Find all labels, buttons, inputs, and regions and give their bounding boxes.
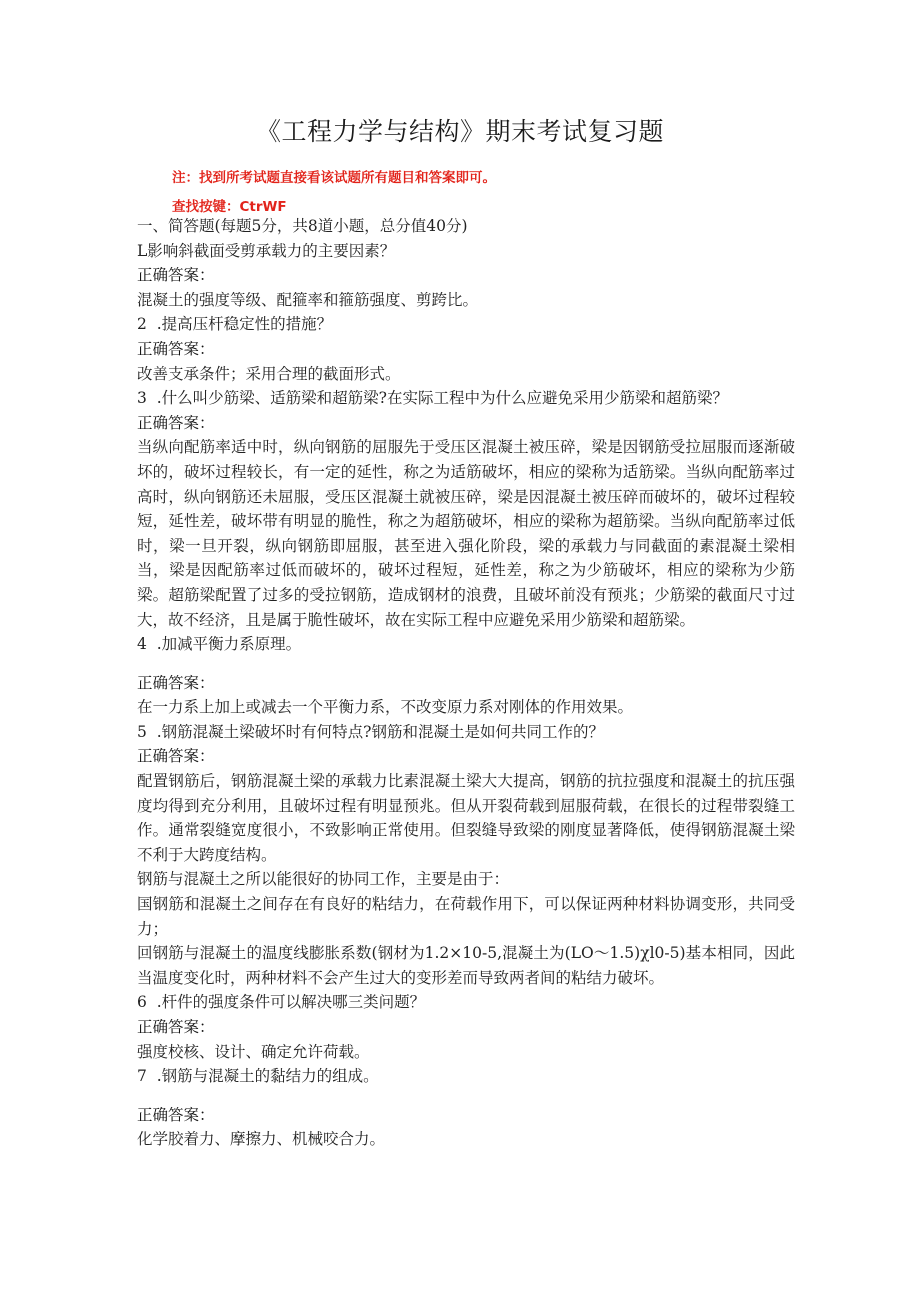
answer-label-3: 正确答案： [137, 413, 215, 432]
note-instruction: 注：找到所考试题直接看该试题所有题目和答案即可。 [172, 170, 496, 186]
answer-label-4: 正确答案： [137, 673, 215, 692]
question-6: 6 .杆件的强度条件可以解决哪三类问题？ [137, 993, 426, 1012]
answer-5-part4: 回钢筋与混凝土的温度线膨胀系数(钢材为1.2×10-5,混凝土为(LO～1.5)χl0-5)基本相同，因此当温度变化时，两种材料不会产生过大的变形差而导致两者间的粘结力破坏。 [137, 944, 795, 987]
answer-6: 强度校核、设计、确定允许荷载。 [137, 1042, 370, 1061]
section-header: 一、简答题(每题5分，共8道小题，总分值40分) [137, 217, 468, 235]
answer-label-5: 正确答案： [137, 747, 215, 766]
question-3: 3 .什么叫少筋梁、适筋梁和超筋梁?在实际工程中为什么应避免采用少筋梁和超筋梁？ [137, 389, 728, 408]
question-2: 2 .提高压杆稳定性的措施？ [137, 315, 333, 334]
answer-label-7: 正确答案： [137, 1105, 215, 1124]
question-7: 7 .钢筋与混凝土的黏结力的组成。 [137, 1067, 379, 1086]
answer-7: 化学胶着力、摩擦力、机械咬合力。 [137, 1130, 386, 1149]
question-5: 5 .钢筋混凝土梁破坏时有何特点?钢筋和混凝土是如何共同工作的？ [137, 722, 604, 741]
question-1: L影响斜截面受剪承载力的主要因素？ [137, 241, 396, 260]
answer-label-1: 正确答案： [137, 266, 215, 285]
answer-1: 混凝土的强度等级、配箍率和箍筋强度、剪跨比。 [137, 290, 479, 309]
answer-3: 当纵向配筋率适中时，纵向钢筋的屈服先于受压区混凝土被压碎，梁是因钢筋受拉屈服而逐渐破坏的，破坏过程较长，有一定的延性，称之为适筋破坏，相应的梁称为适筋梁。当纵向配筋率过高时，纵向钢筋还未屈服，受压区混凝土就被压碎，梁是因混凝土被压碎而破坏的，破坏过程较短，延性差，破坏带有明显的脆性，称之为超筋破坏，相应的梁称为超筋梁。当纵向配筋率过低时，梁一旦开裂，纵向钢筋即屈服，甚至进入强化阶段，梁的承载力与同截面的素混凝土梁相当，梁是因配筋率过低而破坏的，破坏过程短，延性差，称之为少筋破坏，相应的梁称为少筋梁。超筋梁配置了过多的受拉钢筋，造成钢材的浪费，且破坏前没有预兆；少筋梁的截面尺寸过大，故不经济，且是属于脆性破坏，故在实际工程中应避免采用少筋梁和超筋梁。 [137, 438, 795, 629]
question-4: 4 .加减平衡力系原理。 [137, 635, 302, 654]
answer-5: 配置钢筋后，钢筋混凝土梁的承载力比素混凝土梁大大提高，钢筋的抗拉强度和混凝土的抗压强度均得到充分利用，且破坏过程有明显预兆。但从开裂荷载到屈服荷载，在很长的过程带裂缝工作。通常裂缝宽度很小，不致影响正常使用。但裂缝导致梁的刚度显著降低，使得钢筋混凝土梁不利于大跨度结构。 [137, 772, 795, 864]
answer-label-6: 正确答案： [137, 1018, 215, 1036]
answer-4: 在一力系上加上或减去一个平衡力系，不改变原力系对刚体的作用效果。 [137, 698, 634, 717]
page-title: 《工程力学与结构》期末考试复习题 [255, 117, 664, 146]
document-body [137, 214, 795, 1152]
answer-5-part3: 国钢筋和混凝土之间存在有良好的粘结力，在荷载作用下，可以保证两种材料协调变形，共同受力； [137, 895, 795, 938]
spacer [137, 657, 795, 671]
answer-5-part2: 钢筋与混凝土之所以能很好的协同工作，主要是由于： [137, 870, 510, 889]
spacer [137, 1089, 795, 1103]
answer-2: 改善支承条件；采用合理的截面形式。 [137, 364, 401, 383]
note-search-key: 查找按键：CtrWF [172, 199, 287, 215]
answer-label-2: 正确答案： [137, 339, 215, 358]
